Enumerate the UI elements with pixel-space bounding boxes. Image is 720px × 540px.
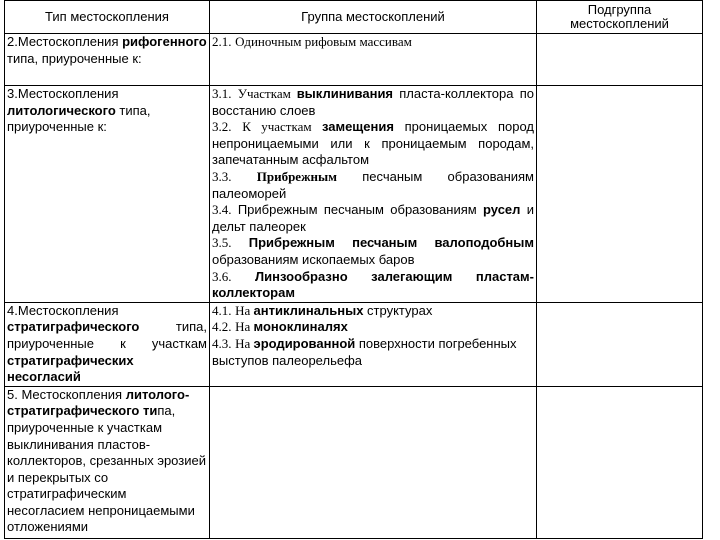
type-cell: 2.Местоскопления рифогенного типа, приуроченные к: bbox=[5, 34, 210, 86]
classification-table bbox=[4, 0, 703, 539]
table-row bbox=[5, 302, 703, 386]
subgroup-cell bbox=[537, 34, 703, 86]
type-cell: 3.Местоскопления литологического типа, приуроченные к: bbox=[5, 86, 210, 303]
group-item: 3.1. Участкам выклинивания пласта-коллектора по восстанию слоев bbox=[212, 86, 534, 118]
subgroup-cell bbox=[537, 86, 703, 303]
header-type: Тип местоскопления bbox=[5, 1, 210, 34]
header-row bbox=[5, 1, 703, 34]
type-cell: 5. Местоскопления литолого-стратиграфического типа, приуроченные к участкам выклинивания пластов-коллекторов, срезанных эрозией и перекрытых со стратиграфическим несогласием непроницаемыми отложениями bbox=[5, 386, 210, 538]
group-item: 3.2. К участкам замещения проницаемых пород непроницаемыми или к проницаемым породам, запечатанным асфальтом bbox=[212, 119, 534, 168]
group-cell bbox=[210, 86, 537, 303]
group-item: 3.5. Прибрежным песчаным валоподобным образованиям ископаемых баров bbox=[212, 235, 534, 267]
group-item: 3.3. Прибрежным песчаным образованиям палеоморей bbox=[212, 168, 534, 201]
group-cell bbox=[210, 302, 537, 386]
group-item: 4.3. На эродированной поверхности погребенных выступов палеорельефа bbox=[212, 335, 517, 368]
header-subgroup: Подгруппа местоскоплений bbox=[537, 1, 703, 34]
group-item: 3.6. Линзообразно залегающим пластам-коллекторам bbox=[212, 268, 534, 301]
group-item: 4.2. На моноклиналях bbox=[212, 319, 348, 335]
table-row bbox=[5, 86, 703, 303]
table-row bbox=[5, 386, 703, 538]
group-cell: 2.1. Одиночным рифовым массивам bbox=[210, 34, 537, 86]
group-cell bbox=[210, 386, 537, 538]
group-item: 4.1. На антиклинальных структурах bbox=[212, 302, 433, 318]
table-row bbox=[5, 34, 703, 86]
subgroup-cell bbox=[537, 302, 703, 386]
group-item: 3.4. Прибрежным песчаным образованиям русел и дельт палеорек bbox=[212, 202, 534, 234]
header-group: Группа местоскоплений bbox=[210, 1, 537, 34]
subgroup-cell bbox=[537, 386, 703, 538]
type-cell: 4.Местоскопления стратиграфического типа, приуроченные к участкам стратиграфических несогласий bbox=[5, 302, 210, 386]
